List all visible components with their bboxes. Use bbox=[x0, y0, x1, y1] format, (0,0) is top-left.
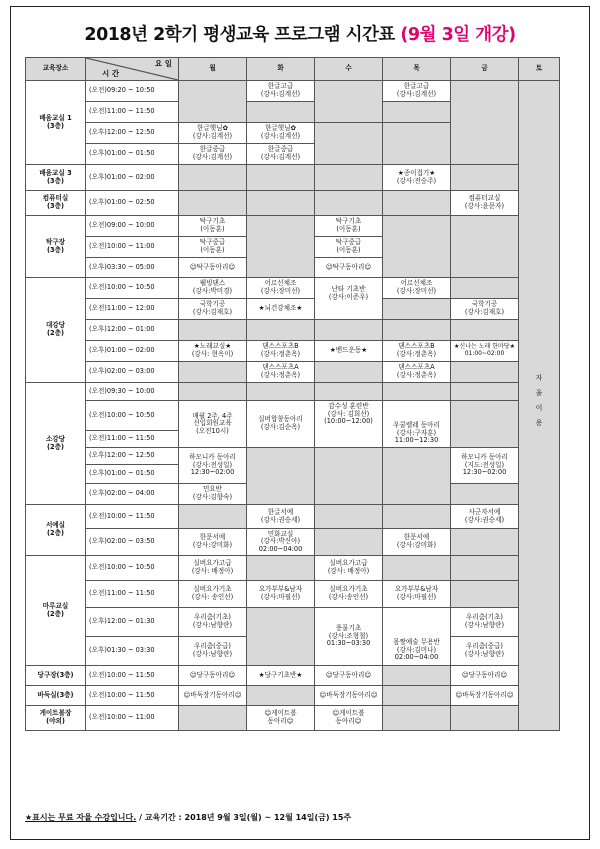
table-row bbox=[26, 216, 560, 237]
class-cell bbox=[315, 383, 383, 401]
time-cell: (오후)01:00 ~ 02:50 bbox=[86, 191, 179, 216]
class-cell: ☺게이트볼 동아리☺ bbox=[247, 706, 315, 731]
class-cell bbox=[383, 666, 451, 686]
time-cell: (오후)12:00 ~ 01:00 bbox=[86, 320, 179, 341]
class-cell: 요가부부&남자 (강사:마필선) bbox=[247, 581, 315, 608]
class-cell: 한문서예 (강사:강미화) bbox=[179, 529, 247, 556]
class-cell: ☺당구동아리☺ bbox=[179, 666, 247, 686]
class-cell: 한글서예 (강사:권승세) bbox=[247, 505, 315, 529]
time-cell: (오후)12:00 ~ 01:30 bbox=[86, 608, 179, 637]
class-cell: 컴퓨터교실 (강사:윤문자) bbox=[451, 191, 519, 216]
class-cell bbox=[247, 191, 315, 216]
table-row bbox=[26, 278, 560, 299]
time-cell: (오전)10:00 ~ 10:50 bbox=[86, 556, 179, 581]
table-row bbox=[26, 401, 560, 431]
location-cell: 게이트볼장 (야외) bbox=[26, 706, 86, 731]
title-highlight: (9월 3일 개강) bbox=[400, 25, 516, 45]
schedule-table bbox=[25, 57, 560, 731]
location-cell: 소강당 (2층) bbox=[26, 383, 86, 505]
class-cell: ☺바둑장기동아리☺ bbox=[179, 686, 247, 706]
time-cell: (오후)12:00 ~ 12:50 bbox=[86, 448, 179, 465]
class-cell bbox=[383, 102, 451, 123]
location-cell: 마루교실 (2층) bbox=[26, 556, 86, 666]
class-cell: 한글햇님✿ (강사:김계선) bbox=[179, 123, 247, 144]
class-cell: 몸짱예술 무용반 (강사:김미나) 02:00~04:00 bbox=[383, 608, 451, 666]
class-cell bbox=[315, 123, 383, 165]
class-cell bbox=[451, 581, 519, 608]
class-cell bbox=[383, 448, 451, 505]
time-cell: (오후)02:00 ~ 04:00 bbox=[86, 484, 179, 505]
location-cell: 배움교실 1 (3층) bbox=[26, 81, 86, 165]
class-cell bbox=[451, 81, 519, 165]
class-cell bbox=[451, 484, 519, 505]
class-cell bbox=[383, 556, 451, 581]
location-cell: 탁구장 (3층) bbox=[26, 216, 86, 278]
class-cell bbox=[383, 123, 451, 165]
class-cell: 국학기공 (강사:김재호) bbox=[451, 299, 519, 320]
class-cell: ★노래교실★ (강사: 현옥이) bbox=[179, 341, 247, 362]
header-location: 교육장소 bbox=[26, 58, 86, 81]
time-cell: (오전)10:00 ~ 10:50 bbox=[86, 278, 179, 299]
time-cell: (오전)11:00 ~ 11:50 bbox=[86, 102, 179, 123]
class-cell bbox=[315, 81, 383, 123]
time-cell: (오전)09:20 ~ 10:50 bbox=[86, 81, 179, 102]
class-cell bbox=[179, 706, 247, 731]
table-row bbox=[26, 81, 560, 102]
class-cell: 우리춤(중급) (강사:남향란) bbox=[179, 637, 247, 666]
class-cell bbox=[315, 165, 383, 191]
class-cell bbox=[315, 529, 383, 556]
class-cell: 한문서예 (강사:강미화) bbox=[383, 529, 451, 556]
class-cell bbox=[383, 191, 451, 216]
class-cell bbox=[383, 686, 451, 706]
class-cell: 매월 2주, 4주 신입회원교육 (오전10시) bbox=[179, 401, 247, 448]
class-cell bbox=[247, 165, 315, 191]
class-cell bbox=[247, 320, 315, 341]
time-cell: (오전)11:00 ~ 12:00 bbox=[86, 299, 179, 320]
table-row bbox=[26, 448, 560, 465]
class-cell: 우리춤(기초) (강사:남향란) bbox=[179, 608, 247, 637]
class-cell: 민화교실 (강사:박신아) 02:00~04:00 bbox=[247, 529, 315, 556]
class-cell bbox=[315, 362, 383, 383]
class-cell bbox=[315, 505, 383, 529]
footer-free-note: ★표시는 무료 자율 수강입니다. bbox=[25, 813, 137, 822]
class-cell: 우리춤(중급) (강사:남향란) bbox=[451, 637, 519, 666]
class-cell: 사군자서예 (강사:권승세) bbox=[451, 505, 519, 529]
class-cell: 실버요가기초 (강사: 송인선) bbox=[179, 581, 247, 608]
class-cell bbox=[451, 216, 519, 278]
table-row bbox=[26, 165, 560, 191]
class-cell bbox=[179, 383, 247, 401]
class-cell bbox=[247, 448, 315, 505]
class-cell: 국학기공 (강사:김재호) bbox=[179, 299, 247, 320]
header-day-label: 요 일 bbox=[154, 59, 172, 68]
class-cell bbox=[451, 383, 519, 401]
location-cell: 컴퓨터실 (3층) bbox=[26, 191, 86, 216]
footer-period: / 교육기간 : 2018년 9월 3일(월) ~ 12월 14일(금) 15주 bbox=[139, 813, 352, 822]
class-cell: 한글중급 (강사:김계선) bbox=[247, 144, 315, 165]
class-cell: ☺탁구동아리☺ bbox=[179, 258, 247, 278]
saturday-text: 자율이용 bbox=[535, 374, 544, 435]
title-main: 2018년 2학기 평생교육 프로그램 시간표 bbox=[84, 25, 395, 45]
class-cell bbox=[247, 102, 315, 123]
class-cell: 탁구중급 (이동훈) bbox=[179, 237, 247, 258]
class-cell bbox=[383, 505, 451, 529]
class-cell bbox=[247, 216, 315, 278]
time-cell: (오전)10:00 ~ 11:50 bbox=[86, 505, 179, 529]
class-cell: 실버요가기초 (강사:송인선) bbox=[315, 581, 383, 608]
class-cell: 탁구기초 (이동훈) bbox=[179, 216, 247, 237]
class-cell: 실버요가고급 (강사: 배정아) bbox=[315, 556, 383, 581]
class-cell: 댄스스포츠B (강사:정춘옥) bbox=[383, 341, 451, 362]
header-day-mon: 월 bbox=[179, 58, 247, 81]
class-cell: ★밴드운동★ bbox=[315, 341, 383, 362]
class-cell bbox=[383, 299, 451, 320]
class-cell: ★신나는 노래 한마당★ 01:00~02:00 bbox=[451, 341, 519, 362]
class-cell: 민요반 (강사:김향숙) bbox=[179, 484, 247, 505]
table-row bbox=[26, 686, 560, 706]
class-cell bbox=[451, 320, 519, 341]
class-cell: 하모니카 동아리 (강사:전성일) 12:30~02:00 bbox=[179, 448, 247, 484]
class-cell bbox=[179, 320, 247, 341]
class-cell bbox=[451, 556, 519, 581]
time-cell: (오전)10:00 ~ 11:50 bbox=[86, 686, 179, 706]
class-cell: 한글고급 (강사:김계선) bbox=[383, 81, 451, 102]
class-cell bbox=[451, 706, 519, 731]
footer-note bbox=[25, 812, 351, 823]
class-cell: 난타 기초반 (강사:이준우) bbox=[315, 278, 383, 320]
header-day-tue: 화 bbox=[247, 58, 315, 81]
page-title bbox=[11, 21, 589, 46]
class-cell: 어르신체조 (강사:장미선) bbox=[247, 278, 315, 299]
table-row bbox=[26, 556, 560, 581]
location-cell: 서예실 (2층) bbox=[26, 505, 86, 556]
header-time-label: 시 간 bbox=[102, 69, 120, 79]
class-cell: ☺바둑장기동아리☺ bbox=[451, 686, 519, 706]
class-cell bbox=[451, 529, 519, 556]
time-cell: (오후)01:00 ~ 01:50 bbox=[86, 465, 179, 484]
time-cell: (오후)02:00 ~ 03:50 bbox=[86, 529, 179, 556]
time-cell: (오후)01:30 ~ 03:30 bbox=[86, 637, 179, 666]
class-cell bbox=[247, 608, 315, 666]
class-cell: ★뇌건강체조★ bbox=[247, 299, 315, 320]
table-row bbox=[26, 706, 560, 731]
location-cell: 바둑실(3층) bbox=[26, 686, 86, 706]
table-row bbox=[26, 666, 560, 686]
table-row bbox=[26, 529, 560, 556]
time-cell: (오전)10:00 ~ 11:00 bbox=[86, 706, 179, 731]
location-cell: 배움교실 3 (3층) bbox=[26, 165, 86, 191]
class-cell: 실버요가고급 (강사: 배정아) bbox=[179, 556, 247, 581]
location-cell: 대강당 (2층) bbox=[26, 278, 86, 383]
class-cell bbox=[451, 362, 519, 383]
class-cell: 실버합창동아리 (강사:김순옥) bbox=[247, 401, 315, 448]
time-cell: (오후)01:00 ~ 02:00 bbox=[86, 341, 179, 362]
header-day-sat: 토 bbox=[519, 58, 560, 81]
time-cell: (오전)09:30 ~ 10:00 bbox=[86, 383, 179, 401]
header-day-fri: 금 bbox=[451, 58, 519, 81]
class-cell: ☺당구동아리☺ bbox=[451, 666, 519, 686]
class-cell bbox=[451, 165, 519, 191]
class-cell: 어르신체조 (강사:장미선) bbox=[383, 278, 451, 299]
class-cell bbox=[179, 165, 247, 191]
class-cell: 댄스스포츠A (강사:정춘옥) bbox=[247, 362, 315, 383]
time-cell: (오전)11:00 ~ 11:50 bbox=[86, 431, 179, 448]
class-cell bbox=[247, 383, 315, 401]
class-cell: 탁구기초 (이동훈) bbox=[315, 216, 383, 237]
class-cell bbox=[383, 320, 451, 341]
table-row bbox=[26, 191, 560, 216]
class-cell: ☺당구동아리☺ bbox=[315, 666, 383, 686]
time-cell: (오후)01:00 ~ 02:00 bbox=[86, 165, 179, 191]
class-cell: ★당구기초반★ bbox=[247, 666, 315, 686]
class-cell bbox=[451, 401, 519, 448]
class-cell: 탁구중급 (이동훈) bbox=[315, 237, 383, 258]
class-cell bbox=[383, 216, 451, 278]
saturday-column bbox=[519, 81, 560, 731]
class-cell bbox=[179, 81, 247, 123]
class-cell bbox=[315, 320, 383, 341]
time-cell: (오전)10:00 ~ 11:00 bbox=[86, 237, 179, 258]
class-cell: 우쿨렐레 동아리 (강사:구자훈) 11:00~12:30 bbox=[383, 401, 451, 448]
class-cell: ☺게이트볼 동아리☺ bbox=[315, 706, 383, 731]
table-row bbox=[26, 581, 560, 608]
class-cell bbox=[451, 278, 519, 299]
time-cell: (오전)10:00 ~ 10:50 bbox=[86, 401, 179, 431]
time-cell: (오후)02:00 ~ 03:00 bbox=[86, 362, 179, 383]
header-day-time bbox=[86, 58, 179, 81]
table-row bbox=[26, 505, 560, 529]
table-row bbox=[26, 608, 560, 637]
time-cell: (오후)12:00 ~ 12:50 bbox=[86, 123, 179, 144]
time-cell: (오전)09:00 ~ 10:00 bbox=[86, 216, 179, 237]
class-cell: 웰빙댄스 (강사:박미경) bbox=[179, 278, 247, 299]
time-cell: (오전)10:00 ~ 11:50 bbox=[86, 666, 179, 686]
class-cell bbox=[247, 686, 315, 706]
header-row bbox=[26, 58, 560, 81]
table-row bbox=[26, 383, 560, 401]
location-cell: 당구장(3층) bbox=[26, 666, 86, 686]
class-cell bbox=[179, 362, 247, 383]
header-day-thu: 목 bbox=[383, 58, 451, 81]
class-cell: ★종이접기★ (강사:전승주) bbox=[383, 165, 451, 191]
class-cell bbox=[179, 505, 247, 529]
class-cell: 하모니카 동아리 (지도:전성일) 12:30~02:00 bbox=[451, 448, 519, 484]
class-cell: 감수성 훈련반 (강사: 김희선) (10:00~12:00) bbox=[315, 401, 383, 448]
class-cell bbox=[383, 706, 451, 731]
table-row bbox=[26, 341, 560, 362]
class-cell: 요가부부&남자 (강사:마필선) bbox=[383, 581, 451, 608]
class-cell bbox=[315, 448, 383, 505]
header-day-wed: 수 bbox=[315, 58, 383, 81]
class-cell: 풍물기초 (강사:조형철) 01:30~03:30 bbox=[315, 608, 383, 666]
time-cell: (오전)11:00 ~ 11:50 bbox=[86, 581, 179, 608]
table-row bbox=[26, 299, 560, 320]
class-cell: ☺탁구동아리☺ bbox=[315, 258, 383, 278]
class-cell: 댄스스포츠B (강사:정춘옥) bbox=[247, 341, 315, 362]
class-cell bbox=[247, 556, 315, 581]
class-cell: 한글햇님✿ (강사:김계선) bbox=[247, 123, 315, 144]
class-cell: 댄스스포츠A (강사:정춘옥) bbox=[383, 362, 451, 383]
class-cell: ☺바둑장기동아리☺ bbox=[315, 686, 383, 706]
table-row bbox=[26, 320, 560, 341]
class-cell: 한글중급 (강사:김계선) bbox=[179, 144, 247, 165]
time-cell: (오후)03:30 ~ 05:00 bbox=[86, 258, 179, 278]
time-cell: (오후)01:00 ~ 01:50 bbox=[86, 144, 179, 165]
class-cell: 한글고급 (강사:김계선) bbox=[247, 81, 315, 102]
table-row bbox=[26, 362, 560, 383]
class-cell bbox=[383, 383, 451, 401]
class-cell bbox=[315, 191, 383, 216]
class-cell: 우리춤(기초) (강사:남향란) bbox=[451, 608, 519, 637]
class-cell bbox=[179, 191, 247, 216]
